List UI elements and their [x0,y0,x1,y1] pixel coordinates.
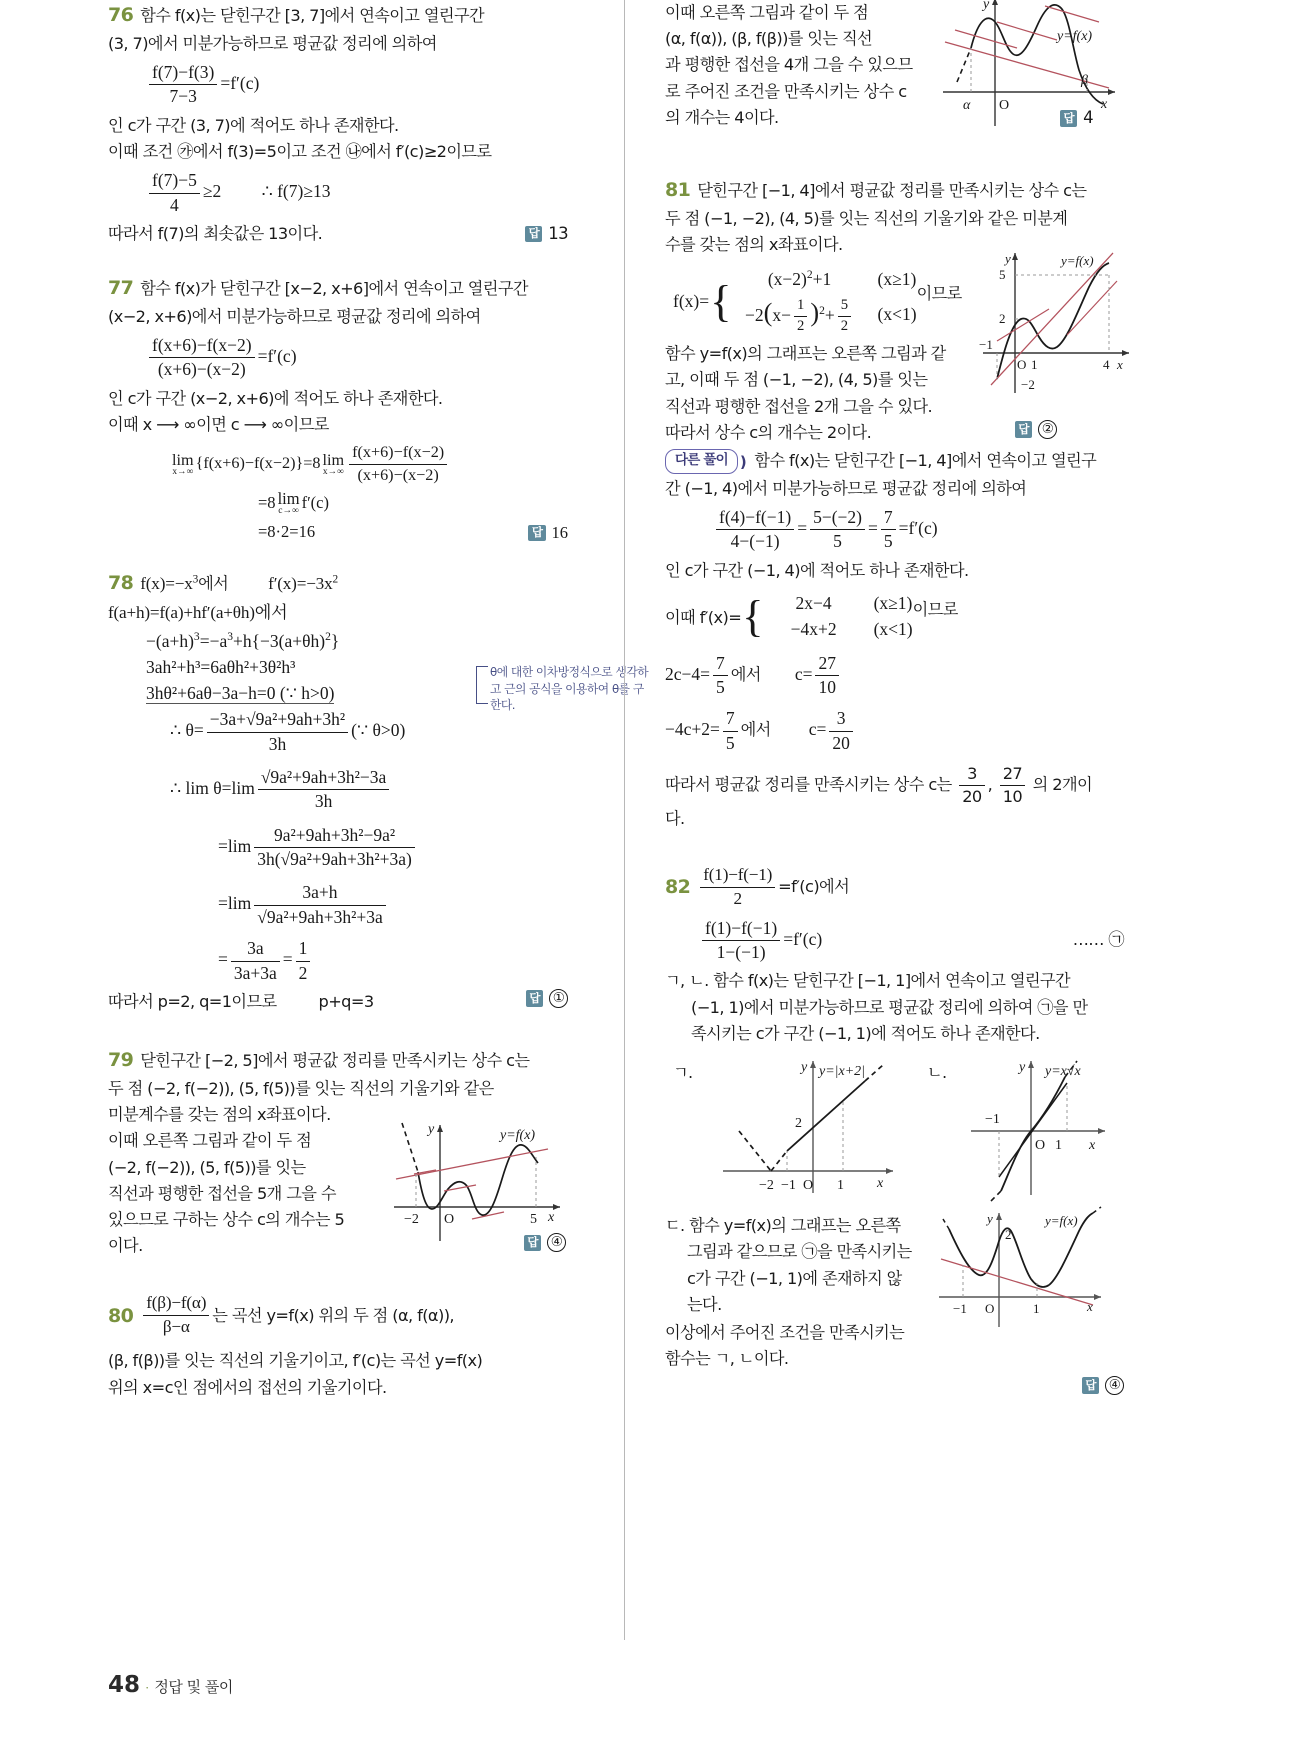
problem-text: (3, 7)에서 미분가능하므로 평균값 정리에 의하여 [108,33,437,53]
problem-text: c가 구간 (−1, 1)에 존재하지 않 [687,1268,902,1288]
frac-denominator: 1−(−1) [716,941,766,962]
case-condition: (x≥1) [877,269,917,290]
problem-text: 의 2개이 [1032,774,1093,794]
frac-denominator: (x+6)−(x−2) [357,466,439,484]
right-column [624,0,1124,1640]
eq-lhs: 2c−4= [665,663,711,684]
problem-number: 78 [108,571,134,594]
frac-numerator: f(x+6)−f(x−2) [349,443,447,465]
frac-numerator: f(x+6)−f(x−2) [149,335,255,358]
problem-text: 두 점 (−2, f(−2)), (5, f(5))를 잇는 직선의 기울기와 같은 [108,1078,494,1098]
problem-text: 닫힌구간 [−2, 5]에서 평균값 정리를 만족시키는 상수 c는 [140,1051,530,1071]
eq-eq: = [797,517,808,538]
x-axis-label: x [877,1176,884,1192]
frac-denominator: 3h [268,733,287,754]
x-axis-label: x [1087,1299,1093,1315]
equation [665,507,1124,553]
problem-text: 함수 f(x)는 닫힌구간 [−1, 4]에서 연속이고 열린구 [754,451,1097,471]
y-tick-label: 2 [999,311,1006,327]
sub-figure-tag: ㄴ. [927,1063,947,1083]
frac-denominator: 2 [298,962,308,983]
x-tick-label: β [1081,73,1088,88]
equation [108,709,568,755]
problem-text: 이상에서 주어진 조건을 만족시키는 [665,1322,905,1342]
frac-numerator: 1 [296,938,311,961]
frac-numerator: 3a [231,938,280,961]
equation-conclusion: ∴ f(7)≥13 [261,181,331,202]
limit-operator: lim [322,450,345,469]
equation [108,825,568,871]
answer-value: 13 [548,223,568,243]
frac-numerator: √9a²+9ah+3h²−3a [258,767,390,790]
answer-badge: 답 [526,990,543,1007]
y-axis-label: y [428,1122,435,1138]
origin-label: O [985,1301,995,1317]
frac-denominator: 5 [883,531,893,552]
frac-numerator: f(1)−f(−1) [700,865,775,888]
curve-label: y=x√x [1045,1064,1081,1080]
frac-denominator: 2 [733,888,742,908]
problem-text: 있으므로 구하는 상수 c의 개수는 5 [108,1210,345,1230]
problem-text: 함수 f(x)는 닫힌구간 [3, 7]에서 연속이고 열린구간 [140,6,485,25]
exponent: 3 [193,631,200,644]
note-text: θ에 대한 이차방정식으로 생각하고 근의 공식을 이용하여 θ를 구한다. [490,664,649,713]
y-tick-label: −2 [1021,377,1035,393]
problem-80 [108,1293,568,1400]
graph-82-c [933,1205,1113,1335]
eq-lead: =lim [218,835,252,856]
curve-label: y=f(x) [500,1128,536,1144]
frac-denominator: (x+6)−(x−2) [157,359,246,380]
answer-marker [528,523,568,543]
problem-number: 77 [108,277,134,300]
frac-denominator: 3h(√9a²+9ah+3h²+3a) [257,849,412,870]
frac-denominator: 4−(−1) [730,531,780,552]
problem-81: 81 닫힌구간 [−1, 4]에서 평균값 정리를 만족시키는 상수 c는 두 점 (−1, −2), (4, 5)를 잇는 직선의 기울기와 같은 미분계 수를 갖는 점의 x좌표이다. f(x)= { $(x-2)^2+1$ (x≥1) −2(x− $\frac{1}{2}$ )$^2$+ $\frac{5}{2}$ (x<1) 이므로 함수 y=f(x)의 그래프는 오른쪽 그림과 같 고, 이때 두 점 (−1, −2), (4, 5)를 잇는 직선과 평행한 접선을 2개 그을 수 있다. 따라서 상수 c의 개수는 2이다. 답 ② 5 2 −1 O 1 4 −2 x y y=f(x) 다른 풀이 ) 함수 f(x)는 닫힌구간 [−1, 4]에서 연속이고 열린구 간 (−1, 4)에서 미분가능하므로 평균값 정리에 의하여 $\frac{f(4)-f(-1)}{4-(-1)}$ = $\frac{5-(-2)}{5}$ = $\frac{7}{5}$ =f′(c) 인 c가 구간 (−1, 4)에 적어도 하나 존재한다. 이때 f′(x)= { 2x−4 (x≥1) −4x+2 (x<1) 이므로 2c−4= $\frac{7}{5}$ 에서 c= $\frac{27}{10}$ −4c+2= $\frac{7}{5}$ 에서 c= $\frac{3}{20}$ 따라서 평균값 정리를 만족시키는 상수 c는 $\frac{3}{20}$ , $\frac{27}{10}$ 의 2개이 다. [665,175,1124,833]
equation-case1 [665,653,1124,699]
equation-step [108,488,568,517]
x-tick-label: 1 [1033,1301,1040,1317]
answer-badge: 답 [1060,110,1077,127]
frac-numerator: 5−(−2) [810,507,865,530]
frac-denominator: 7−3 [169,86,197,107]
answer-marker [526,989,568,1008]
problem-text: 닫힌구간 [−1, 4]에서 평균값 정리를 만족시키는 상수 c는 [697,181,1087,201]
x-tick-label: −2 [404,1212,419,1228]
eq-tail: 에서 [198,573,229,593]
eq-res-lhs: c= [808,719,827,740]
problem-text: 인 c가 구간 (x−2, x+6)에 적어도 하나 존재한다. [108,388,443,408]
eq-eq: = [282,949,293,970]
y-axis-label: y [801,1060,808,1076]
eq-lead: ∴ lim θ=lim [170,777,255,798]
problem-text: 수를 갖는 점의 x좌표이다. [665,235,843,255]
y-axis-label: y [1005,251,1011,267]
problem-82 [665,864,1124,1394]
y-tick-label: 2 [1005,1227,1012,1243]
left-column [108,0,649,1640]
problem-text: 함수는 ㄱ, ㄴ이다. [665,1349,789,1369]
equation [108,335,568,381]
problem-text: ㄷ. 함수 y=f(x)의 그래프는 오른쪽 [665,1216,901,1236]
problem-77 [108,273,568,542]
problem-text: ㄱ, ㄴ. 함수 f(x)는 닫힌구간 [−1, 1]에서 연속이고 열린구간 [665,971,1071,991]
frac-denominator: 20 [962,786,982,806]
problem-text: 이때 오른쪽 그림과 같이 두 점 [108,1131,312,1151]
case-condition: (x<1) [877,304,917,325]
eq-res-lhs: c= [794,663,813,684]
problem-text: (−2, f(−2)), (5, f(5))를 잇는 [108,1157,306,1177]
eq-rhs: =f′(c) [898,517,938,538]
problem-text: 미분계수를 갖는 점의 x좌표이다. [108,1105,331,1125]
equation [108,938,568,984]
alt-solution-tag: 다른 풀이 ) [665,449,738,474]
equation-reference-mark: …… ㉠ [1072,929,1124,949]
answer-value: 16 [551,522,568,542]
problem-text: 로 주어진 조건을 만족시키는 상수 c [665,81,907,101]
x-tick-label: −1 [953,1301,967,1317]
problem-80-continued [665,0,1124,131]
frac-numerator: 7 [723,708,738,731]
frac-denominator: 10 [1002,786,1023,806]
problem-text: 인 c가 구간 (−1, 4)에 적어도 하나 존재한다. [665,560,969,580]
equation [108,882,568,928]
x-axis-label: x [1089,1138,1096,1154]
frac-denominator: β−α [162,1317,190,1337]
problem-text: 그림과 같으므로 ㉠을 만족시키는 [687,1242,912,1262]
x-tick-label: 5 [530,1212,537,1228]
brace-glyph: { [742,590,764,641]
limit-subscript: x→∞ [172,466,194,477]
eq-mid: 에서 [730,664,761,684]
note-bracket [476,666,488,704]
exponent: 2 [332,573,338,586]
answer-badge: 답 [1015,421,1032,438]
equation [108,631,568,652]
footer-label: 정답 및 풀이 [154,1678,233,1696]
problem-text: 는 곡선 y=f(x) 위의 두 점 (α, f(α)), [212,1305,454,1325]
sub-figure-row [665,1053,1124,1213]
answer-value: ④ [1105,1376,1124,1395]
eq-lead: = [218,949,228,970]
page-footer [108,1672,233,1698]
origin-label: O [999,98,1010,113]
y-axis-label: y [987,1211,993,1227]
case-expression: −4x+2 [790,619,837,640]
problem-result: p+q=3 [318,991,374,1011]
problem-text: 인 c가 구간 (3, 7)에 적어도 하나 존재한다. [108,115,399,135]
equation-underlined: 3hθ²+6aθ−3a−h=0 (∵ h>0) [146,683,335,704]
brace-glyph: { [710,275,732,326]
x-tick-label: −1 [979,337,993,353]
exponent: 3 [227,631,233,644]
y-axis-label: y [1019,1060,1026,1076]
eq-mid: 에서 [740,720,771,740]
problem-text: 따라서 평균값 정리를 만족시키는 상수 c는 [665,774,952,794]
problem-text: (x−2, x+6)에서 미분가능하므로 평균값 정리에 의하여 [108,306,481,326]
exponent: 3 [192,573,199,586]
limit-body: {f(x+6)−f(x−2)} [195,454,304,473]
problem-text: 두 점 (−1, −2), (4, 5)를 잇는 직선의 기울기와 같은 미분계 [665,208,1068,228]
problem-text: 간 (−1, 4)에서 미분가능하므로 평균값 정리에 의하여 [665,478,1027,498]
equation-limit [108,443,568,486]
limit-subscript: c→∞ [278,505,299,517]
case-condition: (x<1) [873,619,913,640]
frac-numerator: 3 [959,764,984,786]
origin-label: O [1035,1138,1046,1154]
answer-value: 4 [1083,107,1093,127]
problem-text: 직선과 평행한 접선을 2개 그을 수 있다. [665,396,933,416]
graph-79 [388,1117,568,1247]
origin-label: O [444,1212,455,1228]
frac-numerator: 3 [829,708,853,731]
piecewise-lhs: f(x)= [673,290,710,311]
x-tick-label: −2 [759,1178,774,1194]
problem-76 [108,0,568,247]
curve-label: y=f(x) [1061,253,1094,269]
limit-operator: lim [277,488,300,508]
eq-tail: (∵ θ>0) [351,720,406,741]
y-tick-label: 2 [795,1116,802,1132]
case-expression: $(x-2)^2+1$ [767,269,832,290]
eq-part: f′(x)=−3x [268,573,333,593]
frac-numerator: f(4)−f(−1) [716,507,794,530]
problem-text: (β, f(β))를 잇는 직선의 기울기이고, f′(c)는 곡선 y=f(x) [108,1351,483,1371]
x-axis-label: x [1101,97,1108,112]
case-c [665,1213,1124,1318]
frac-denominator: 3a+3a [233,962,277,983]
step-coefficient: =8 [258,492,276,512]
eq-lhs: −4c+2= [665,719,720,740]
answer-value: ① [549,989,568,1008]
frac-denominator: 10 [818,676,836,697]
problem-text: 과 평행한 접선을 4개 그을 수 있으므 [665,55,913,75]
frac-numerator: 27 [1000,764,1025,786]
problem-text: 따라서 p=2, q=1이므로 [108,991,277,1011]
problem-text: 따라서 f(7)의 최솟값은 13이다. [108,223,323,243]
problem-text: 이때 조건 ㉮에서 f(3)=5이고 조건 ㉯에서 f′(c)≥2이므로 [108,141,492,161]
x-tick-label: 4 [1103,357,1110,373]
problem-text: 고, 이때 두 점 (−1, −2), (4, 5)를 잇는 [665,370,928,390]
curve-label: y=f(x) [1045,1213,1078,1229]
x-axis-label: x [548,1210,555,1226]
origin-label: O [803,1178,814,1194]
equation-rhs: =f′(c) [257,345,297,366]
frac-denominator: 4 [170,194,179,215]
page-number: 48 [108,1672,141,1698]
equation-rhs: ≥2 [202,181,222,202]
problem-text: 함수 f(x)가 닫힌구간 [x−2, x+6]에서 연속이고 열린구간 [140,279,528,299]
graph-82-b [965,1053,1125,1203]
curve-label: y=|x+2| [819,1064,866,1080]
curve-label: y=f(x) [1057,29,1093,44]
problem-text: 함수 y=f(x)의 그래프는 오른쪽 그림과 같 [665,344,946,364]
limit-subscript: x→∞ [322,466,344,477]
frac-numerator: f(β)−f(α) [143,1293,209,1316]
eq-part: =−a [199,631,228,652]
problem-text: 직선과 평행한 접선을 5개 그을 수 [108,1183,336,1203]
frac-numerator: 3a+h [254,882,386,905]
graph-82-a [717,1053,917,1203]
equation [108,170,568,216]
graph-81 [977,243,1137,403]
piecewise-tail: 이므로 [916,284,962,304]
answer-marker [525,221,568,248]
answer-badge: 답 [528,525,545,542]
case-expression: 2x−4 [795,593,832,614]
origin-label: O [1017,357,1027,373]
answer-badge: 답 [524,1235,541,1252]
frac-denominator: 5 [833,531,842,552]
y-axis-label: y [983,0,990,12]
graph-80 [937,0,1123,132]
limit-operator: lim [172,450,194,469]
problem-number: 80 [108,1304,134,1327]
frac-numerator: 7 [713,653,728,676]
exponent: 2 [325,631,331,644]
eq-rhs: =f′(c) [783,928,823,949]
y-tick-label: 5 [999,267,1006,283]
answer-value: ② [1038,420,1057,439]
problem-79 [108,1045,568,1259]
problem-text: 는다. [687,1294,722,1314]
answer-marker [1082,1376,1124,1395]
frac-numerator: −3a+√9a²+9ah+3h² [207,709,348,732]
equation-case2 [665,708,1124,754]
x-tick-label: α [963,98,971,113]
problem-text: 위의 x=c인 점에서의 접선의 기울기이다. [108,1377,387,1397]
frac-numerator: 27 [815,653,839,676]
frac-numerator: f(7)−f(3) [149,62,217,85]
eq-eq: = [868,517,878,538]
derivative-tail: 이므로 [912,600,958,620]
problem-text: 족시키는 c가 구간 (−1, 1)에 적어도 하나 존재한다. [691,1023,1040,1043]
step-result: =8·2=16 [258,521,316,541]
problem-number: 81 [665,179,691,202]
frac-numerator: 9a²+9ah+3h²−9a² [254,825,415,848]
problem-text: 따라서 상수 c의 개수는 2이다. [665,422,872,442]
equation [665,918,1124,964]
frac-denominator: 5 [725,732,735,753]
frac-numerator: f(1)−f(−1) [702,918,780,941]
problem-number: 79 [108,1049,134,1072]
problem-text: 이다. [108,1236,143,1256]
answer-value: ④ [547,1233,566,1252]
frac-denominator: 5 [716,676,725,697]
answer-marker [1015,420,1057,439]
step-body: f′(c) [301,492,329,512]
limit-coefficient: =8 [303,454,321,473]
x-tick-label: 1 [837,1178,844,1194]
sub-figure-tag: ㄱ. [673,1063,693,1083]
equation-step [108,522,568,542]
answer-badge: 답 [1082,1377,1099,1394]
equation [140,574,228,593]
eq-part: +h{−3(a+θh) [233,631,326,652]
case-expression: −2(x− $\frac{1}{2}$ )$^2$+ $\frac{5}{2}$ [734,293,866,336]
eq-part: −(a+h) [146,631,194,652]
x-axis-label: x [1117,357,1123,373]
derivative-lhs: 이때 f′(x)= [665,608,742,628]
problem-text: 이때 오른쪽 그림과 같이 두 점 [665,3,869,22]
derivative-piecewise [665,590,1124,643]
problem-number: 82 [665,875,691,898]
equation-rhs: =f′(c) [220,72,260,93]
equation [108,62,568,108]
x-tick-label: 1 [1055,1138,1062,1154]
case-condition: (x≥1) [873,593,913,614]
x-tick-label: 1 [1031,357,1038,373]
equation: f(a+h)=f(a)+hf′(a+θh)에서 [108,602,288,622]
eq-lead: =lim [218,893,252,914]
eq-lead: ∴ θ= [170,720,204,741]
frac-denominator: 3h [314,791,333,812]
eq-part: } [330,631,340,652]
problem-78 [108,568,649,1015]
x-tick-label: −1 [781,1178,796,1194]
problem-text: (−1, 1)에서 미분가능하므로 평균값 정리에 의하여 ㉠을 만 [691,997,1088,1017]
problem-text: 다. [665,809,685,829]
problem-text: 의 개수는 4이다. [665,107,779,127]
problem-text: 이때 x ⟶ ∞이면 c ⟶ ∞이므로 [108,415,329,434]
answer-badge: 답 [525,226,542,243]
frac-numerator: 7 [881,507,896,530]
equation [108,767,568,813]
frac-denominator: √9a²+9ah+3h²+3a [257,906,383,927]
footer-separator: · [145,1680,150,1695]
problem-text: (α, f(α)), (β, f(β))를 잇는 직선 [665,29,873,49]
x-tick-label: −1 [985,1112,1000,1128]
eq-part: f(x)=−x [140,573,193,593]
frac-denominator: 20 [832,732,850,753]
equation: 3ah²+h³=6aθh²+3θ²h³ [146,657,296,678]
frac-numerator: f(7)−5 [149,170,200,193]
eq-rhs: =f′(c)에서 [778,877,850,897]
problem-number: 76 [108,4,134,26]
